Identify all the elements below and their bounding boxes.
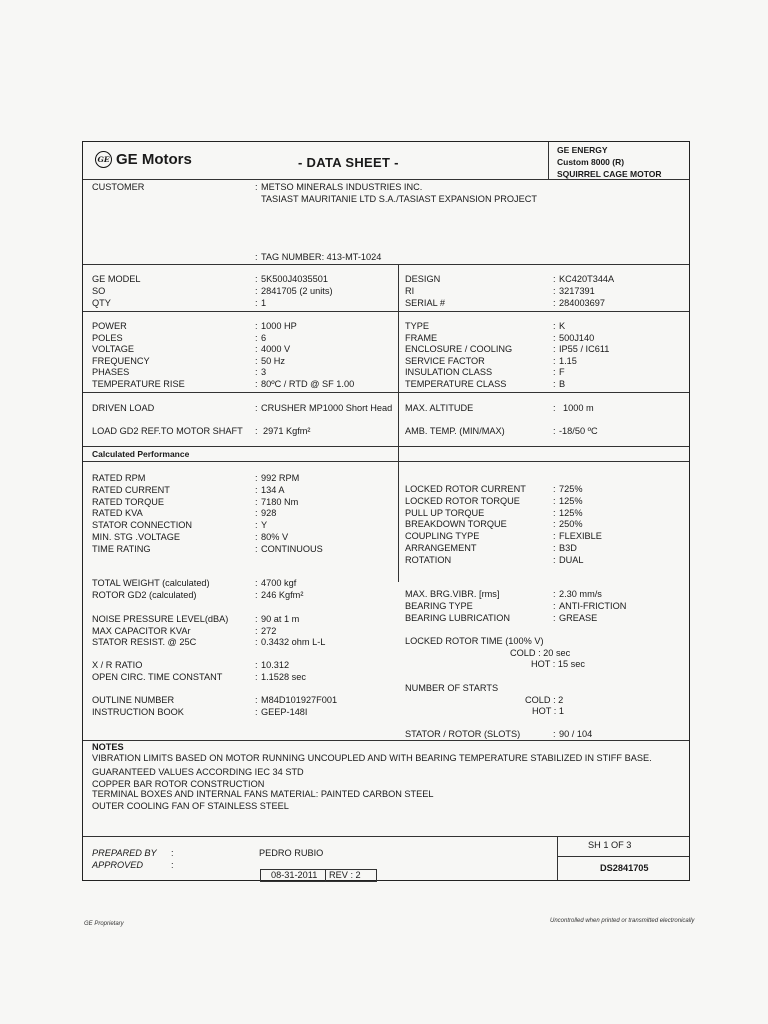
divider: [83, 179, 689, 180]
driven-load-value: CRUSHER MP1000 Short Head: [261, 403, 393, 413]
customer-project: TASIAST MAURITANIE LTD S.A./TASIAST EXPANSION PROJECT: [261, 194, 538, 204]
colon: :: [255, 637, 258, 647]
number-of-starts-label: NUMBER OF STARTS: [405, 683, 499, 693]
slots-value: 90 / 104: [559, 729, 593, 739]
max-brg-vibr-rms-value: 2.30 mm/s: [559, 589, 602, 599]
colon: :: [553, 612, 556, 623]
instruction-book-value: GEEP-148I: [261, 706, 308, 717]
colon: :: [255, 625, 258, 636]
customer-label: CUSTOMER: [92, 182, 145, 192]
noise-pressure-level-dba-label: NOISE PRESSURE LEVEL(dBA): [92, 614, 229, 624]
colon: :: [255, 706, 258, 717]
type-value: K: [559, 321, 566, 331]
colon: :: [255, 355, 258, 366]
note-line: TERMINAL BOXES AND INTERNAL FANS MATERIAL: PAINTED CARBON STEEL: [92, 789, 434, 799]
colon: :: [255, 367, 258, 378]
rotation-label: ROTATION: [405, 554, 452, 565]
colon: :: [255, 379, 258, 389]
bearing-type-value: ANTI-FRICTION: [559, 600, 627, 611]
design-label: DESIGN: [405, 274, 441, 284]
so-label: SO: [92, 286, 106, 296]
date-rev-divider: [325, 870, 326, 881]
pull-up-torque-label: PULL UP TORQUE: [405, 507, 485, 518]
document-number: DS2841705: [600, 863, 649, 873]
locked-rotor-current-label: LOCKED ROTOR CURRENT: [405, 484, 526, 494]
header-company: GE ENERGY: [557, 145, 608, 155]
power-label: POWER: [92, 321, 127, 331]
note-line: GUARANTEED VALUES ACCORDING IEC 34 STD: [92, 767, 304, 777]
tag-number: TAG NUMBER: 413-MT-1024: [261, 252, 382, 262]
locked-rotor-torque-label: LOCKED ROTOR TORQUE: [405, 495, 520, 506]
rotor-gd2-calculated-label: ROTOR GD2 (calculated): [92, 589, 197, 600]
colon: :: [255, 344, 258, 355]
colon: :: [553, 332, 556, 343]
page-title: - DATA SHEET -: [298, 155, 399, 170]
stator-resist-25c-value: 0.3432 ohm L-L: [261, 637, 326, 647]
footer-uncontrolled: Uncontrolled when printed or transmitted electronically: [550, 918, 695, 924]
load-gd2-label: LOAD GD2 REF.TO MOTOR SHAFT: [92, 426, 243, 436]
locked-rotor-time-label: LOCKED ROTOR TIME (100% V): [405, 636, 544, 646]
colon: :: [553, 531, 556, 542]
stator-connection-value: Y: [261, 520, 268, 531]
x-r-ratio-value: 10.312: [261, 660, 290, 670]
colon: :: [255, 298, 258, 308]
colon: :: [255, 671, 258, 682]
insulation-class-value: F: [559, 367, 565, 378]
colon: :: [553, 554, 556, 565]
insulation-class-label: INSULATION CLASS: [405, 367, 493, 378]
divider: [83, 446, 689, 447]
serial-value: 284003697: [559, 298, 605, 308]
load-gd2-value: 2971 Kgfm²: [263, 426, 311, 436]
temperature-rise-label: TEMPERATURE RISE: [92, 379, 185, 389]
pull-up-torque-value: 125%: [559, 507, 583, 518]
colon: :: [255, 332, 258, 343]
logo-text: GE Motors: [116, 151, 192, 168]
colon: :: [255, 508, 258, 519]
temperature-class-value: B: [559, 379, 566, 389]
notes-title: NOTES: [92, 742, 124, 752]
colon: :: [255, 520, 258, 531]
frequency-label: FREQUENCY: [92, 355, 150, 366]
footer-proprietary: GE Proprietary: [84, 921, 124, 927]
ge-motors-logo: [95, 151, 192, 168]
open-circ-time-constant-value: 1.1528 sec: [261, 671, 306, 682]
type-label: TYPE: [405, 321, 429, 331]
min-stg-voltage-value: 80% V: [261, 532, 289, 542]
colon: :: [255, 614, 258, 624]
open-circ-time-constant-label: OPEN CIRC. TIME CONSTANT: [92, 671, 223, 682]
header-motor-type: SQUIRREL CAGE MOTOR: [557, 169, 662, 179]
divider: [83, 264, 689, 265]
rated-kva-label: RATED KVA: [92, 508, 143, 519]
breakdown-torque-value: 250%: [559, 519, 583, 530]
rated-current-label: RATED CURRENT: [92, 484, 170, 495]
max-capacitor-kvar-value: 272: [261, 625, 277, 636]
locked-rotor-torque-value: 125%: [559, 495, 583, 506]
rated-kva-value: 928: [261, 508, 277, 519]
colon: :: [553, 403, 556, 413]
sheet-number: SH 1 OF 3: [588, 840, 632, 850]
serial-label: SERIAL #: [405, 298, 446, 308]
rotation-value: DUAL: [559, 554, 584, 565]
colon: :: [255, 426, 258, 436]
min-stg-voltage-label: MIN. STG .VOLTAGE: [92, 532, 180, 542]
colon: :: [255, 532, 258, 542]
stator-resist-25c-label: STATOR RESIST. @ 25C: [92, 637, 197, 647]
slots-label: STATOR / ROTOR (SLOTS): [405, 729, 521, 739]
so-value: 2841705 (2 units): [261, 286, 333, 296]
frame-label: FRAME: [405, 332, 438, 343]
instruction-book-label: INSTRUCTION BOOK: [92, 706, 184, 717]
note-line: COPPER BAR ROTOR CONSTRUCTION: [92, 779, 265, 789]
revision: REV : 2: [329, 870, 361, 880]
amb-temp-label: AMB. TEMP. (MIN/MAX): [405, 426, 505, 436]
phases-label: PHASES: [92, 367, 130, 378]
noise-pressure-level-dba-value: 90 at 1 m: [261, 614, 300, 624]
lrt-hot: HOT : 15 sec: [531, 659, 585, 669]
design-value: KC420T344A: [559, 274, 615, 284]
voltage-value: 4000 V: [261, 344, 291, 355]
locked-rotor-current-value: 725%: [559, 484, 583, 494]
data-sheet: [82, 141, 690, 881]
ge-model-value: 5K500J4035501: [261, 274, 328, 284]
note-line: OUTER COOLING FAN OF STAINLESS STEEL: [92, 801, 289, 811]
colon: :: [255, 403, 258, 413]
colon: :: [553, 367, 556, 378]
section-title: Calculated Performance: [92, 449, 190, 459]
amb-temp-value: -18/50 ºC: [559, 426, 598, 436]
colon: :: [553, 600, 556, 611]
colon: :: [553, 543, 556, 553]
colon: :: [553, 274, 556, 284]
colon: :: [553, 426, 556, 436]
rated-torque-value: 7180 Nm: [261, 496, 299, 507]
time-rating-value: CONTINUOUS: [261, 543, 323, 554]
colon: :: [553, 729, 556, 739]
colon: :: [553, 298, 556, 308]
colon: :: [171, 848, 174, 858]
divider: [83, 740, 689, 741]
colon: :: [255, 321, 258, 331]
max-altitude-value: 1000 m: [563, 403, 594, 413]
x-r-ratio-label: X / R RATIO: [92, 660, 143, 670]
colon: :: [553, 379, 556, 389]
poles-label: POLES: [92, 332, 123, 343]
rated-torque-label: RATED TORQUE: [92, 496, 164, 507]
note-line: VIBRATION LIMITS BASED ON MOTOR RUNNING UNCOUPLED AND WITH BEARING TEMPERATURE STABILIZED IN STIFF BASE.: [92, 753, 652, 763]
customer-name: METSO MINERALS INDUSTRIES INC.: [261, 182, 423, 192]
colon: :: [553, 484, 556, 494]
colon: :: [255, 286, 258, 296]
colon: :: [553, 589, 556, 599]
colon: :: [255, 578, 258, 588]
colon: :: [255, 252, 258, 262]
header-divider: [548, 142, 549, 179]
sheet-divider-h: [557, 856, 689, 857]
stator-connection-label: STATOR CONNECTION: [92, 520, 193, 531]
ri-value: 3217391: [559, 286, 595, 296]
enclosure-cooling-value: IP55 / IC611: [559, 344, 610, 355]
divider: [83, 836, 689, 837]
temperature-rise-value: 80ºC / RTD @ SF 1.00: [261, 379, 355, 389]
temperature-class-label: TEMPERATURE CLASS: [405, 379, 507, 389]
starts-cold: COLD : 2: [525, 695, 564, 705]
driven-load-label: DRIVEN LOAD: [92, 403, 155, 413]
colon: :: [255, 543, 258, 554]
colon: :: [553, 495, 556, 506]
colon: :: [255, 274, 258, 284]
colon: :: [553, 355, 556, 366]
colon: :: [553, 286, 556, 296]
colon: :: [255, 660, 258, 670]
divider: [83, 311, 689, 312]
total-weight-calculated-label: TOTAL WEIGHT (calculated): [92, 578, 210, 588]
breakdown-torque-label: BREAKDOWN TORQUE: [405, 519, 507, 530]
bearing-lubrication-value: GREASE: [559, 612, 598, 623]
sheet-divider: [557, 836, 558, 880]
ge-model-label: GE MODEL: [92, 274, 141, 284]
outline-number-value: M84D101927F001: [261, 695, 338, 705]
colon: :: [255, 496, 258, 507]
rated-current-value: 134 A: [261, 484, 285, 495]
colon: :: [255, 182, 258, 192]
frame-value: 500J140: [559, 332, 595, 343]
colon: :: [553, 344, 556, 355]
bearing-type-label: BEARING TYPE: [405, 600, 473, 611]
frequency-value: 50 Hz: [261, 355, 286, 366]
rotor-gd2-calculated-value: 246 Kgfm²: [261, 589, 304, 600]
max-brg-vibr-rms-label: MAX. BRG.VIBR. [rms]: [405, 589, 500, 599]
preparer-name: PEDRO RUBIO: [259, 848, 324, 858]
outline-number-label: OUTLINE NUMBER: [92, 695, 175, 705]
qty-value: 1: [261, 298, 267, 308]
bearing-lubrication-label: BEARING LUBRICATION: [405, 612, 510, 623]
divider: [83, 461, 689, 462]
arrangement-label: ARRANGEMENT: [405, 543, 477, 553]
enclosure-cooling-label: ENCLOSURE / COOLING: [405, 344, 513, 355]
time-rating-label: TIME RATING: [92, 543, 151, 554]
service-factor-value: 1.15: [559, 355, 577, 366]
colon: :: [255, 695, 258, 705]
prepared-by-label: PREPARED BY: [92, 848, 157, 858]
coupling-type-value: FLEXIBLE: [559, 531, 602, 542]
colon: :: [553, 519, 556, 530]
colon: :: [553, 507, 556, 518]
colon: :: [171, 860, 174, 870]
rated-rpm-label: RATED RPM: [92, 473, 146, 483]
coupling-type-label: COUPLING TYPE: [405, 531, 480, 542]
divider: [83, 392, 689, 393]
max-altitude-label: MAX. ALTITUDE: [405, 403, 474, 413]
arrangement-value: B3D: [559, 543, 577, 553]
total-weight-calculated-value: 4700 kgf: [261, 578, 297, 588]
approved-label: APPROVED: [92, 860, 144, 870]
power-value: 1000 HP: [261, 321, 297, 331]
rated-rpm-value: 992 RPM: [261, 473, 300, 483]
max-capacitor-kvar-label: MAX CAPACITOR KVAr: [92, 625, 191, 636]
colon: :: [255, 473, 258, 483]
voltage-label: VOLTAGE: [92, 344, 135, 355]
colon: :: [255, 589, 258, 600]
service-factor-label: SERVICE FACTOR: [405, 355, 485, 366]
lrt-cold: COLD : 20 sec: [510, 648, 571, 658]
ge-monogram-icon: GE: [95, 151, 112, 168]
colon: :: [553, 321, 556, 331]
colon: :: [255, 484, 258, 495]
poles-value: 6: [261, 332, 267, 343]
qty-label: QTY: [92, 298, 111, 308]
date: 08-31-2011: [271, 870, 318, 880]
phases-value: 3: [261, 367, 267, 378]
header-product: Custom 8000 (R): [557, 157, 625, 167]
ri-label: RI: [405, 286, 415, 296]
starts-hot: HOT : 1: [532, 706, 564, 716]
